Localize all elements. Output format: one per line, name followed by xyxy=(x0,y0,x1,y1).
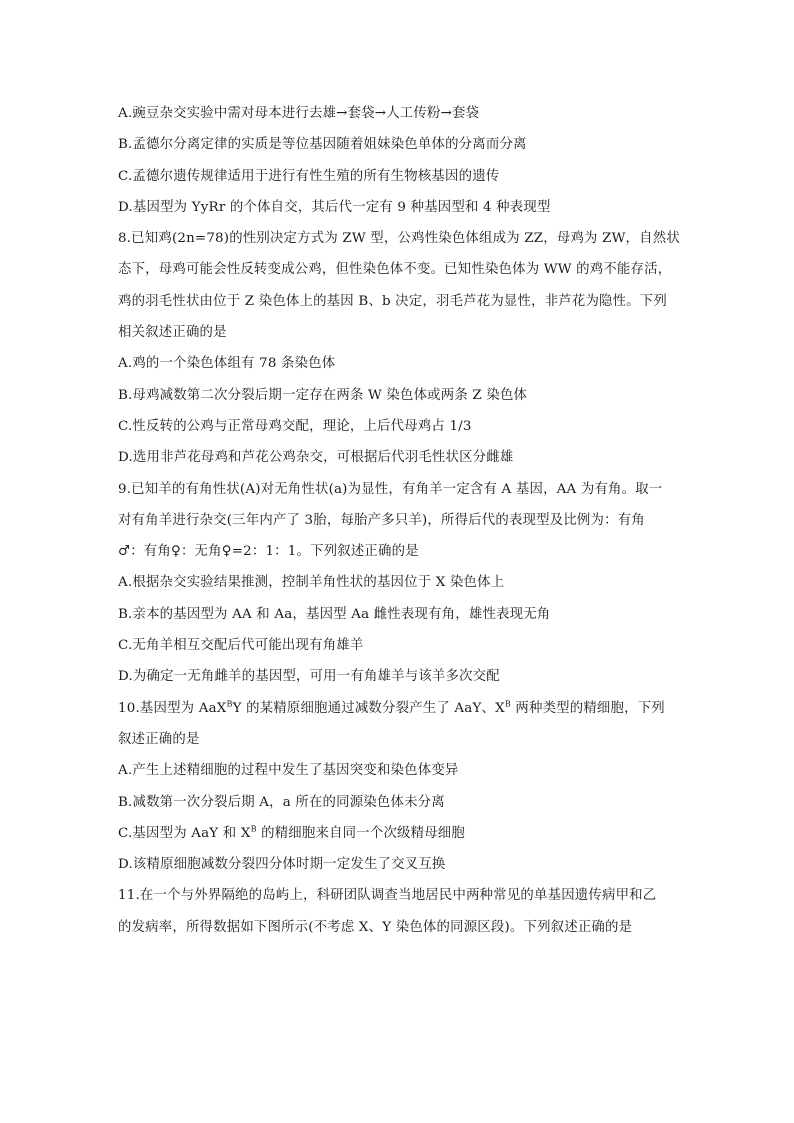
document-page xyxy=(118,98,680,943)
text-line: A.豌豆杂交实验中需对母本进行去雄→套袋→人工传粉→套袋 xyxy=(118,106,480,121)
text-line: 相关叙述正确的是 xyxy=(118,325,227,341)
text-line: 对有角羊进行杂交(三年内产了 3胎，每胎产多只羊)，所得后代的表现型及比例为：有角 xyxy=(118,512,645,528)
question-10-stem: 10.基因型为 AaX$^B$Y 的某精原细胞通过减数分裂产生了 AaY、$X^B$ 两种类型的精细胞，下列 xyxy=(118,699,665,716)
text-line: D.基因型为 YyRr 的个体自交，其后代一定有 9 种基因型和 4 种表现型 xyxy=(118,199,551,215)
option-a: A.产生上述精细胞的过程中发生了基因突变和染色体变异 xyxy=(118,763,459,779)
option-b: B.亲本的基因型为 AA 和 Aa，基因型 Aa 雌性表现有角，雄性表现无角 xyxy=(118,606,551,622)
option-b: B.母鸡减数第二次分裂后期一定存在两条 W 染色体或两条 Z 染色体 xyxy=(118,387,528,403)
question-8-stem: 8.已知鸡(2n=78)的性别决定方式为 ZW 型，公鸡性染色体组成为 ZZ，母鸡为 ZW，自然状 xyxy=(118,231,680,247)
option-c: C.基因型为 AaY 和 $X^B$ 的精细胞来自同一个次级精母细胞 xyxy=(118,824,465,841)
text-line: 态下，母鸡可能会性反转变成公鸡，但性染色体不变。已知性染色体为 WW 的鸡不能存活， xyxy=(118,262,672,278)
text-line: 叙述正确的是 xyxy=(118,731,200,747)
option-d: D.选用非芦花母鸡和芦花公鸡杂交，可根据后代羽毛性状区分雌雄 xyxy=(118,450,514,466)
text-line: B.孟德尔分离定律的实质是等位基因随着姐妹染色单体的分离而分离 xyxy=(118,137,527,153)
text-line: 鸡的羽毛性状由位于 Z 染色体上的基因 B、b 决定，羽毛芦花为显性，非芦花为隐性。下列 xyxy=(118,293,667,309)
option-c: C.无角羊相互交配后代可能出现有角雄羊 xyxy=(118,638,364,654)
text-line: C.孟德尔遗传规律适用于进行有性生殖的所有生物核基因的遗传 xyxy=(118,168,500,184)
option-d: D.该精原细胞减数分裂四分体时期一定发生了交叉互换 xyxy=(118,857,446,873)
text-line: ♂：有角♀：无角♀=2：1：1。下列叙述正确的是 xyxy=(118,544,419,560)
question-11-stem: 11.在一个与外界隔绝的岛屿上，科研团队调查当地居民中两种常见的单基因遗传病甲和乙 xyxy=(118,888,657,904)
text-line: 的发病率，所得数据如下图所示(不考虑 X、Y 染色体的同源区段)。下列叙述正确的是 xyxy=(118,919,633,935)
option-c: C.性反转的公鸡与正常母鸡交配，理论，上后代母鸡占 1/3 xyxy=(118,418,472,434)
option-a: A.鸡的一个染色体组有 78 条染色体 xyxy=(118,356,336,372)
option-d: D.为确定一无角雌羊的基因型，可用一有角雄羊与该羊多次交配 xyxy=(118,669,500,685)
question-9-stem: 9.已知羊的有角性状(A)对无角性状(a)为显性，有角羊一定含有 A 基因，AA 为有角。取一 xyxy=(118,481,663,497)
option-b: B.减数第一次分裂后期 A，a 所在的同源染色体未分离 xyxy=(118,794,445,810)
option-a: A.根据杂交实验结果推测，控制羊角性状的基因位于 X 染色体上 xyxy=(118,575,505,591)
